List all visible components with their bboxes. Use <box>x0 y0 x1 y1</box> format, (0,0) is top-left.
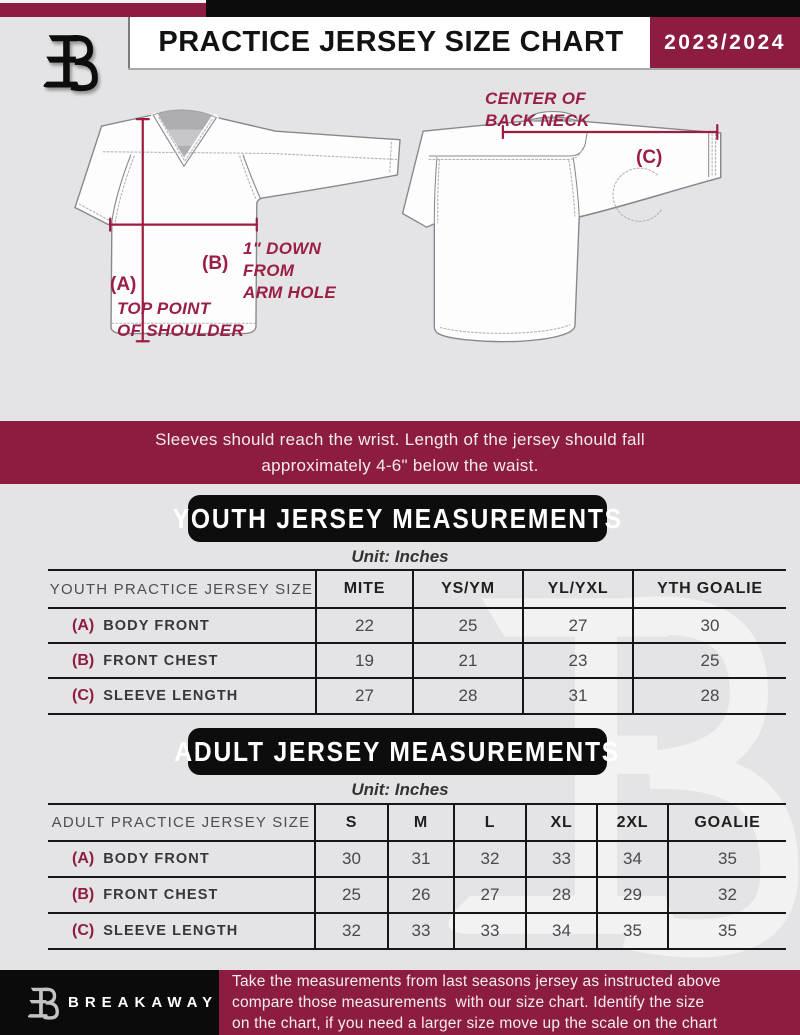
footer-brand-block <box>0 970 219 1035</box>
row-label: FRONT CHEST <box>103 887 219 903</box>
footer-line2: compare those measurements with our size chart. Identify the size <box>232 994 705 1011</box>
label-c-tag: (C) <box>636 147 663 168</box>
adult-size-table <box>48 803 786 950</box>
adult-col-2xl: 2XL <box>597 804 668 841</box>
adult-unit-label: Unit: Inches <box>351 780 449 799</box>
adult-col-s: S <box>315 804 388 841</box>
label-a-tag: (A) <box>110 274 137 295</box>
breakaway-footer-logo-icon <box>26 983 60 1023</box>
table-row: (A) BODY FRONT 30 31 32 33 34 35 <box>48 841 786 877</box>
footer-instructions <box>219 970 800 1035</box>
row-label: SLEEVE LENGTH <box>103 923 239 939</box>
label-b-note: 1" DOWN FROM ARM HOLE <box>243 239 337 302</box>
youth-corner-header: YOUTH PRACTICE JERSEY SIZE <box>48 570 316 608</box>
adult-col-xl: XL <box>526 804 597 841</box>
label-a-note: TOP POINT OF SHOULDER <box>117 299 245 340</box>
row-label: FRONT CHEST <box>103 652 219 669</box>
youth-col-ylyxl: YL/YXL <box>523 570 633 608</box>
fit-notice-line1: Sleeves should reach the wrist. Length of the jersey should fall <box>155 429 645 449</box>
adult-corner-header: ADULT PRACTICE JERSEY SIZE <box>48 804 315 841</box>
table-row: (B) FRONT CHEST 25 26 27 28 29 32 <box>48 877 786 913</box>
adult-col-m: M <box>388 804 454 841</box>
top-strip-black <box>206 0 800 17</box>
footer-line1: Take the measurements from last seasons jersey as instructed above <box>232 973 721 990</box>
adult-col-l: L <box>454 804 526 841</box>
adult-col-goalie: GOALIE <box>668 804 786 841</box>
youth-section-heading: YOUTH JERSEY MEASUREMENTS <box>188 495 607 542</box>
table-row: (C) SLEEVE LENGTH 27 28 31 28 <box>48 678 786 714</box>
jersey-diagrams <box>0 60 800 421</box>
adult-section-heading: ADULT JERSEY MEASUREMENTS <box>188 728 607 775</box>
row-label: SLEEVE LENGTH <box>103 688 239 704</box>
label-c-note: CENTER OF BACK NECK <box>485 89 590 130</box>
table-row: (B) FRONT CHEST 19 21 23 25 <box>48 643 786 678</box>
table-row: (A) BODY FRONT 22 25 27 30 <box>48 608 786 643</box>
row-label: BODY FRONT <box>103 617 210 634</box>
page-title: PRACTICE JERSEY SIZE CHART <box>158 26 624 58</box>
footer-line3: on the chart, if you need a larger size move up the scale on the chart <box>232 1015 718 1032</box>
youth-size-table <box>48 569 786 715</box>
brand-name: BREAKAWAY <box>68 994 219 1011</box>
adult-header-row <box>48 804 786 841</box>
table-row: (C) SLEEVE LENGTH 32 33 33 34 35 35 <box>48 913 786 949</box>
fit-notice-line2: approximately 4-6" below the waist. <box>261 455 539 475</box>
back-jersey-outline <box>403 121 721 342</box>
youth-col-goalie: YTH GOALIE <box>633 570 786 608</box>
row-label: BODY FRONT <box>103 851 210 867</box>
fit-notice-banner <box>0 421 800 484</box>
youth-header-row <box>48 570 786 608</box>
youth-col-mite: MITE <box>316 570 413 608</box>
youth-col-ysym: YS/YM <box>413 570 523 608</box>
youth-unit-label: Unit: Inches <box>351 547 449 566</box>
label-b-tag: (B) <box>202 253 229 274</box>
season-badge: 2023/2024 <box>650 17 800 68</box>
top-strip-maroon <box>0 3 206 17</box>
